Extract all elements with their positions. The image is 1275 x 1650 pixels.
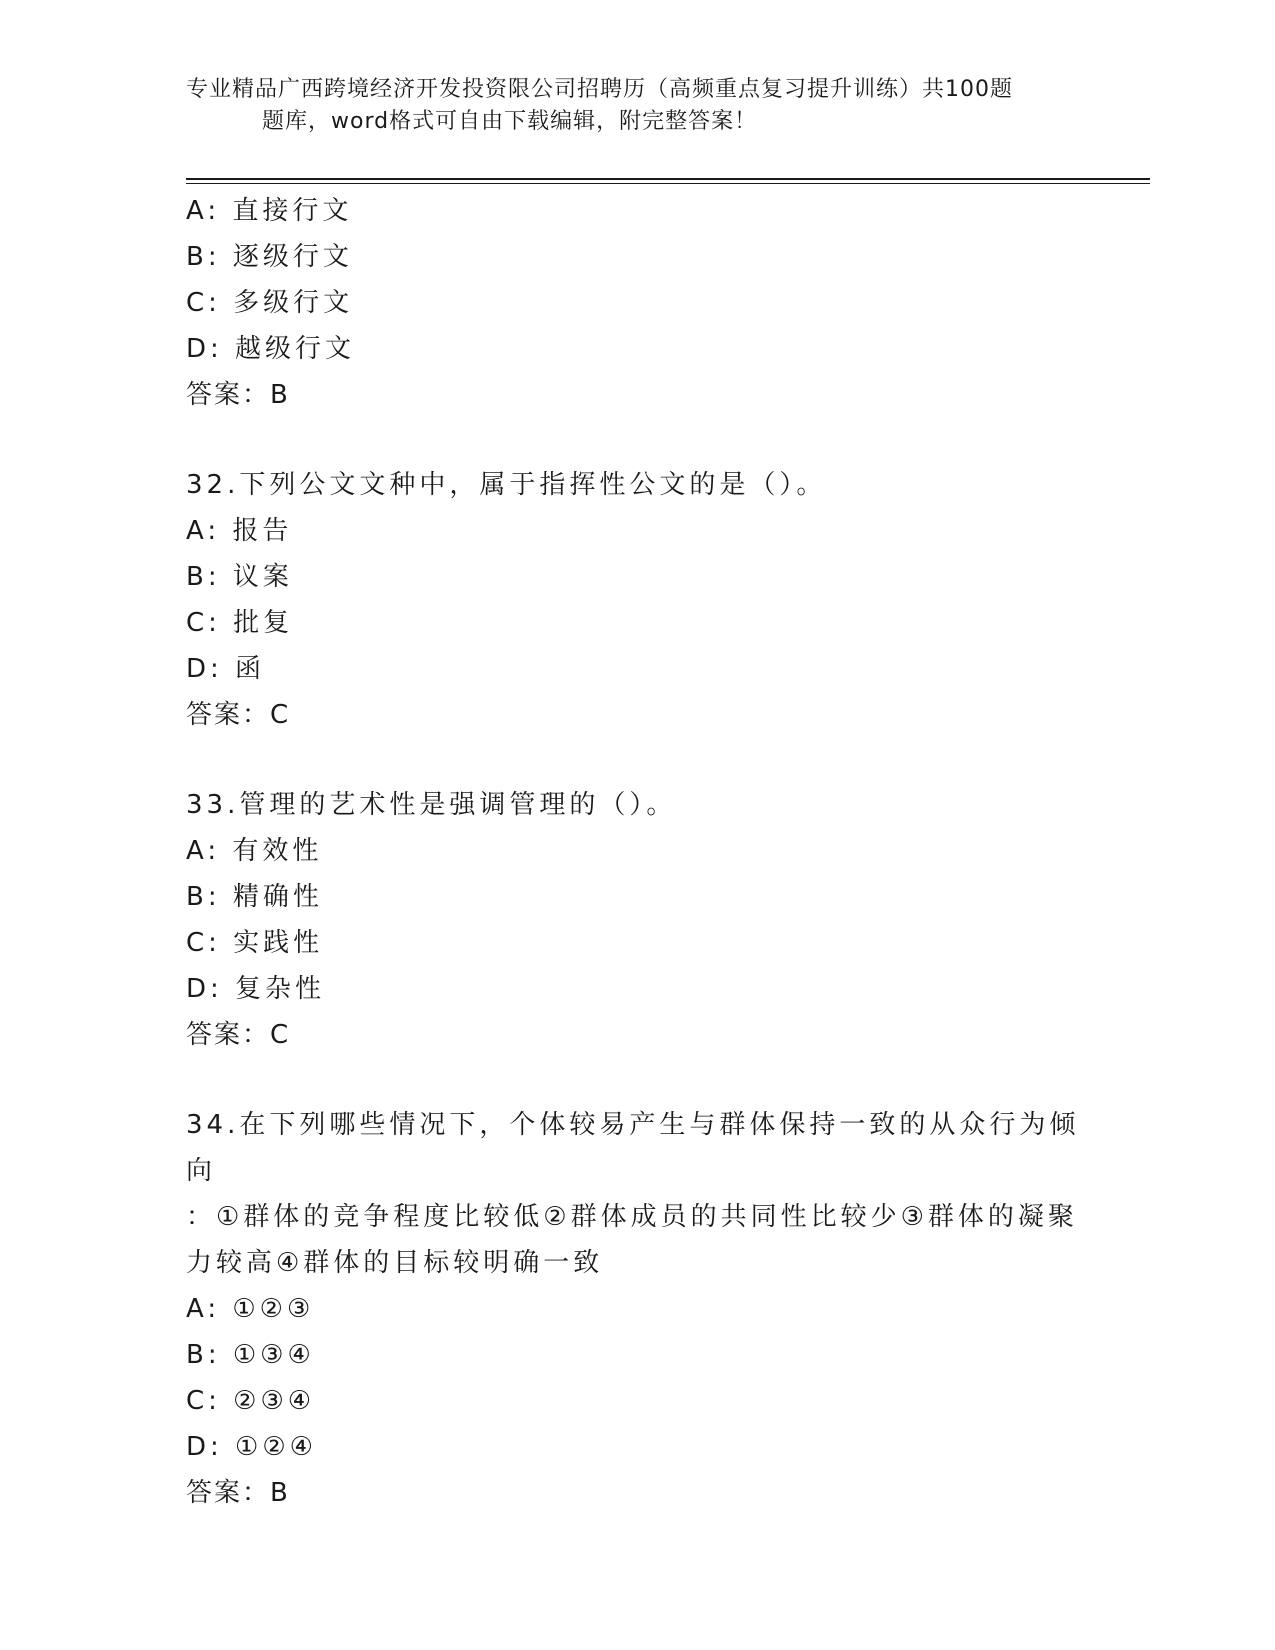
header-title-line1: 专业精品广西跨境经济开发投资限公司招聘历（高频重点复习提升训练）共100题	[186, 77, 1013, 102]
question-list	[186, 188, 1086, 1516]
question-block-34	[186, 1102, 1086, 1516]
option-c: C: 实践性	[186, 928, 324, 958]
option-c: C: ②③④	[186, 1386, 316, 1416]
answer-label: 答案：C	[186, 700, 291, 730]
option-d: D: 越级行文	[186, 334, 356, 364]
question-stem-line-1: 34.在下列哪些情况下，个体较易产生与群体保持一致的从众行为倾向	[186, 1110, 1080, 1186]
question-stem-line-3: 力较高④群体的目标较明确一致	[186, 1248, 604, 1278]
question-block-32	[186, 462, 1086, 738]
option-a: A: ①②③	[186, 1294, 315, 1324]
question-block-prev	[186, 188, 1086, 418]
header-title-line2: 题库，word格式可自由下载编辑，附完整答案！	[262, 109, 758, 134]
option-a: A: 直接行文	[186, 196, 353, 226]
header-divider-thick	[186, 178, 1150, 180]
option-d: D: 函	[186, 654, 266, 684]
spacer	[186, 1058, 1086, 1102]
question-stem: 33.管理的艺术性是强调管理的（）。	[186, 790, 677, 820]
option-d: D: ①②④	[186, 1432, 317, 1462]
question-stem: 32.下列公文文种中，属于指挥性公文的是（）。	[186, 470, 827, 500]
document-header	[186, 74, 1086, 138]
spacer	[186, 738, 1086, 782]
option-c: C: 批复	[186, 608, 294, 638]
question-stem-line-2: ：①群体的竞争程度比较低②群体成员的共同性比较少③群体的凝聚	[186, 1202, 1078, 1232]
answer-label: 答案：B	[186, 1478, 290, 1508]
option-b: B: 逐级行文	[186, 242, 353, 272]
question-block-33	[186, 782, 1086, 1058]
option-c: C: 多级行文	[186, 288, 354, 318]
spacer	[186, 418, 1086, 462]
answer-label: 答案：C	[186, 1020, 291, 1050]
option-a: A: 有效性	[186, 836, 323, 866]
option-b: B: ①③④	[186, 1340, 315, 1370]
option-b: B: 精确性	[186, 882, 323, 912]
option-b: B: 议案	[186, 562, 293, 592]
header-divider-thin	[186, 183, 1150, 184]
answer-label: 答案：B	[186, 380, 290, 410]
option-a: A: 报告	[186, 516, 293, 546]
option-d: D: 复杂性	[186, 974, 326, 1004]
